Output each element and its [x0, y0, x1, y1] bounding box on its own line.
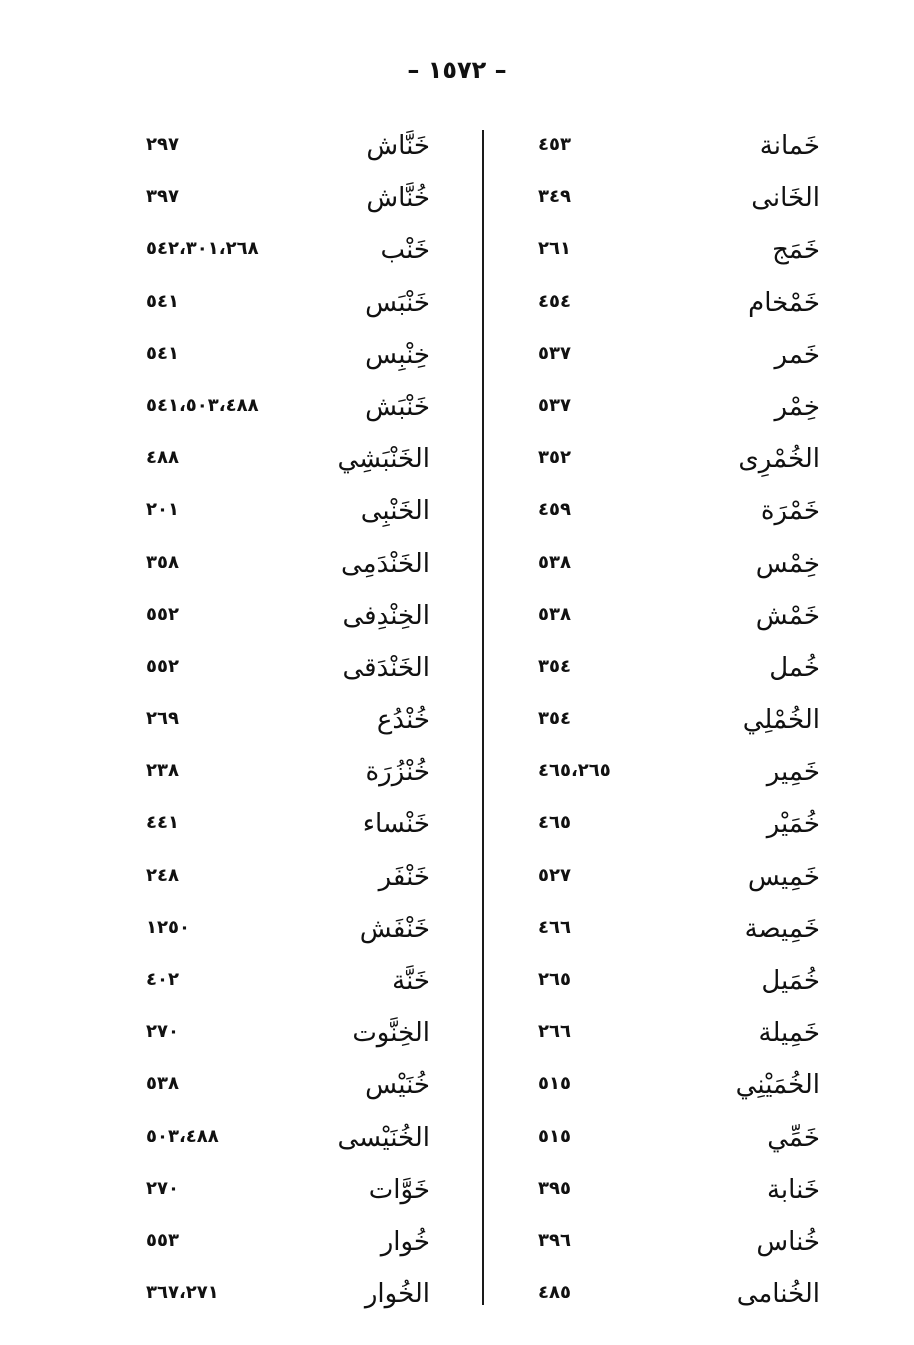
- index-entry: [510, 337, 820, 389]
- entry-word: خُنْدُع: [376, 705, 430, 736]
- entry-pages: ٥٥٣: [146, 1229, 179, 1251]
- index-entry: [140, 650, 430, 702]
- entry-pages: ٥٣٨: [538, 603, 571, 625]
- entry-pages: ٣٦٧،٢٧١: [146, 1282, 219, 1304]
- entry-pages: ٣٤٩: [538, 186, 571, 208]
- index-entry: [140, 180, 430, 232]
- index-entry: [140, 389, 430, 441]
- index-entry: [140, 1015, 430, 1067]
- entry-word: الخُمْرِى: [738, 444, 820, 475]
- entry-word: خُنَيْس: [365, 1070, 430, 1101]
- entry-pages: ٥٢٧: [538, 864, 571, 886]
- entry-pages: ٢٦٥: [538, 969, 571, 990]
- entry-word: خَنَّاش: [366, 131, 430, 161]
- entry-word: خَمْرَة: [760, 496, 820, 527]
- entry-word: خَمانة: [759, 131, 820, 161]
- entry-word: خَمِيس: [747, 861, 820, 892]
- index-entry: [140, 702, 430, 754]
- entry-pages: ٢٩٧: [146, 134, 179, 155]
- column-divider: [482, 130, 484, 1305]
- index-entry: [140, 1172, 430, 1224]
- index-entry: [510, 702, 820, 754]
- entry-pages: ٥٥٢: [146, 655, 179, 677]
- entry-word: خِمْس: [755, 548, 820, 579]
- entry-word: الخِنَّوت: [352, 1018, 430, 1049]
- entry-pages: ٣٩٦: [538, 1229, 571, 1251]
- entry-word: خَنابة: [766, 1174, 820, 1205]
- index-entry: [140, 598, 430, 650]
- entry-word: الخَانى: [751, 183, 820, 214]
- index-entry: [510, 232, 820, 284]
- entry-word: الخَنْبِى: [360, 496, 430, 527]
- entry-word: الخُمَيْنِي: [735, 1070, 820, 1101]
- entry-pages: ٢٦٩: [146, 708, 179, 730]
- entry-word: خَنْبَش: [365, 391, 430, 422]
- index-entry: [510, 650, 820, 702]
- entry-word: خَمِير: [766, 757, 820, 788]
- entry-word: الخُمْلِي: [742, 705, 820, 736]
- entry-word: خَنْساء: [362, 809, 430, 840]
- index-entry: [140, 806, 430, 858]
- entry-pages: ٢٧٠: [146, 1021, 179, 1043]
- entry-pages: ٤٤١: [146, 812, 179, 834]
- entry-word: خُوار: [380, 1226, 430, 1257]
- index-entry: [140, 546, 430, 598]
- entry-pages: ٣٩٥: [538, 1177, 571, 1199]
- entry-word: الخَنْبَشِي: [337, 444, 430, 475]
- entry-word: خَمَج: [772, 235, 820, 266]
- entry-pages: ٢٦٦: [538, 1021, 571, 1043]
- entry-pages: ٥٣٨: [538, 551, 571, 573]
- entry-word: خَنْب: [380, 235, 430, 266]
- entry-pages: ٤٨٨: [146, 447, 179, 469]
- entry-word: خَنْفَش: [359, 913, 430, 944]
- entry-pages: ٤٥٣: [538, 134, 571, 155]
- entry-pages: ٥٤١،٥٠٣،٤٨٨: [146, 394, 259, 416]
- entry-pages: ٣٥٢: [538, 447, 571, 469]
- entry-pages: ٥٣٨: [146, 1073, 179, 1095]
- entry-word: خَمر: [774, 339, 820, 370]
- index-entry: [510, 859, 820, 911]
- index-entry: [510, 546, 820, 598]
- entry-word: خُنَّاش: [366, 183, 430, 214]
- entry-word: خُمَيل: [761, 966, 820, 996]
- entry-word: خَمْش: [755, 600, 820, 631]
- entry-word: خَمِّي: [767, 1122, 820, 1153]
- index-entry: [510, 598, 820, 650]
- entry-pages: ٤٥٤: [538, 290, 571, 312]
- entry-word: خَمِيلة: [758, 1018, 820, 1049]
- entry-word: خَنْبَس: [365, 287, 430, 318]
- entry-pages: ٥١٥: [538, 1073, 571, 1095]
- entry-pages: ١٢٥٠: [146, 916, 190, 938]
- entry-word: الخَنْدَقى: [342, 652, 430, 683]
- index-entry: [510, 963, 820, 1015]
- entry-pages: ٥٥٢: [146, 603, 179, 625]
- index-entry: [510, 911, 820, 963]
- entry-pages: ٥٤١: [146, 290, 179, 312]
- index-entry: [140, 1067, 430, 1119]
- index-entry: [510, 1067, 820, 1119]
- entry-pages: ٤٥٩: [538, 499, 571, 521]
- entry-word: خُناس: [756, 1226, 820, 1257]
- index-entry: [140, 859, 430, 911]
- left-index-column: [140, 128, 430, 1328]
- entry-pages: ٥١٥: [538, 1125, 571, 1147]
- entry-pages: ٤٦٥،٢٦٥: [538, 760, 611, 782]
- entry-word: خَوَّات: [368, 1174, 430, 1205]
- entry-pages: ٢٠١: [146, 499, 179, 521]
- entry-word: خِمْر: [774, 391, 820, 422]
- entry-pages: ٣٥٨: [146, 551, 179, 573]
- index-entry: [510, 806, 820, 858]
- index-entry: [510, 389, 820, 441]
- right-index-column: [510, 128, 820, 1328]
- entry-pages: ٢٤٨: [146, 864, 179, 886]
- entry-word: الخِنْدِفى: [342, 600, 430, 631]
- entry-pages: ٥٤٢،٣٠١،٢٦٨: [146, 238, 259, 260]
- entry-word: الخُوار: [364, 1279, 430, 1310]
- index-entry: [140, 1276, 430, 1328]
- index-entry: [510, 1015, 820, 1067]
- entry-word: خُنْزُرَة: [365, 757, 430, 788]
- index-entry: [510, 128, 820, 180]
- entry-pages: ٥٠٣،٤٨٨: [146, 1125, 219, 1147]
- index-entry: [140, 754, 430, 806]
- entry-pages: ٤٨٥: [538, 1282, 571, 1304]
- entry-word: خِنْبِس: [365, 339, 430, 370]
- page-number: – ١٥٧٢ –: [407, 56, 507, 84]
- index-entry: [140, 337, 430, 389]
- index-entry: [140, 963, 430, 1015]
- entry-word: خَنَّة: [392, 966, 430, 996]
- entry-pages: ٣٥٤: [538, 708, 571, 730]
- entry-word: خَنْفَر: [378, 861, 430, 892]
- index-entry: [140, 1120, 430, 1172]
- index-entry: [510, 1276, 820, 1328]
- index-entry: [140, 441, 430, 493]
- entry-pages: ٣٩٧: [146, 186, 179, 208]
- entry-word: الخَنْدَمِى: [340, 548, 430, 579]
- index-entry: [510, 441, 820, 493]
- index-entry: [510, 1120, 820, 1172]
- entry-pages: ٥٤١: [146, 342, 179, 364]
- entry-pages: ٥٣٧: [538, 394, 571, 416]
- index-entry: [510, 1172, 820, 1224]
- index-entry: [510, 493, 820, 545]
- index-entry: [510, 1224, 820, 1276]
- entry-word: خَمِيصة: [744, 913, 820, 944]
- entry-pages: ٤٠٢: [146, 969, 179, 990]
- index-entry: [140, 493, 430, 545]
- entry-pages: ٢٧٠: [146, 1177, 179, 1199]
- index-entry: [140, 128, 430, 180]
- index-entry: [140, 1224, 430, 1276]
- entry-pages: ٥٣٧: [538, 342, 571, 364]
- index-entry: [140, 232, 430, 284]
- entry-pages: ٤٦٥: [538, 812, 571, 834]
- entry-word: الخُنامى: [736, 1279, 820, 1310]
- entry-word: خُمل: [769, 652, 820, 683]
- entry-word: خَمْخام: [748, 287, 820, 318]
- entry-pages: ٢٣٨: [146, 760, 179, 782]
- entry-pages: ٤٦٦: [538, 916, 571, 938]
- entry-pages: ٣٥٤: [538, 655, 571, 677]
- entry-word: الخُنَيْسى: [337, 1122, 430, 1153]
- index-entry: [140, 285, 430, 337]
- index-entry: [140, 911, 430, 963]
- index-entry: [510, 754, 820, 806]
- index-entry: [510, 180, 820, 232]
- entry-word: خُمَيْر: [766, 809, 820, 840]
- index-entry: [510, 285, 820, 337]
- entry-pages: ٢٦١: [538, 238, 571, 260]
